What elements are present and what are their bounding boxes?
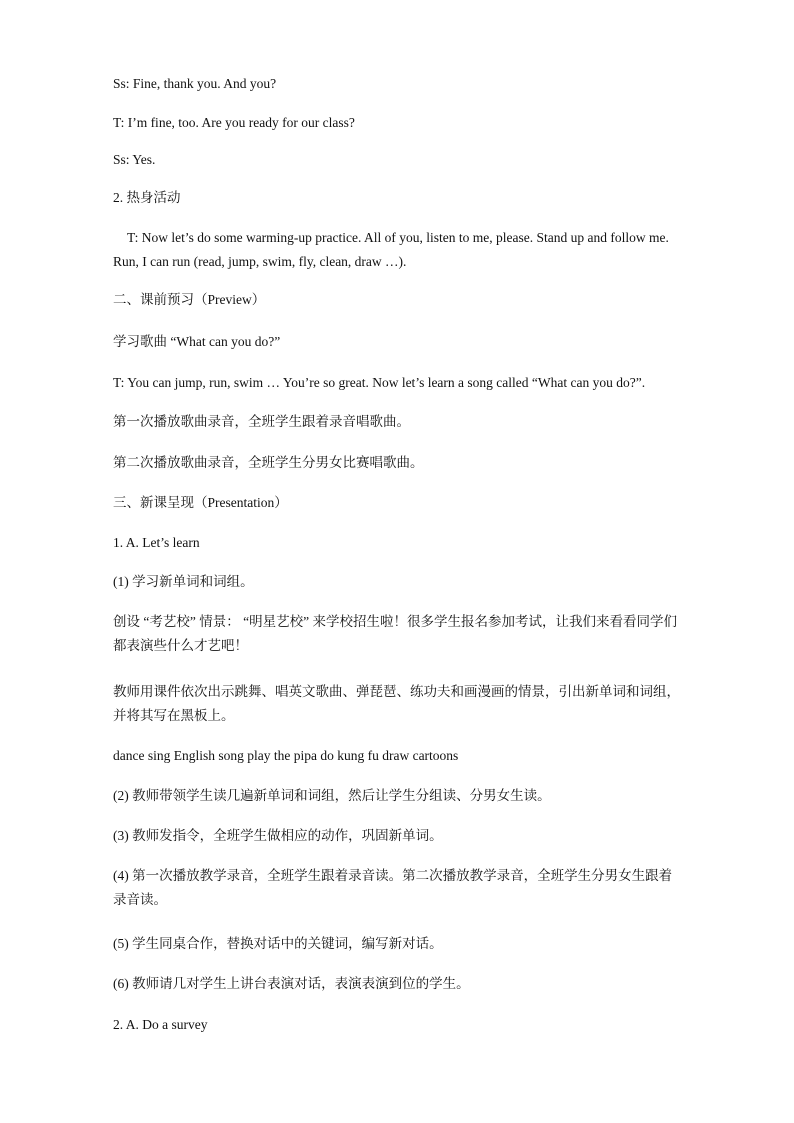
scenario-paragraph: 创设 “考艺校” 情景： “明星艺校” 来学校招生啦！很多学生报名参加考试，让我们来看看同学们都表演些什么才艺吧！ <box>113 614 677 653</box>
step-2-line: (2) 教师带领学生读几遍新单词和词组，然后让学生分组读、分男女生读。 <box>113 788 551 803</box>
second-song-play: 第二次播放歌曲录音，全班学生分男女比赛唱歌曲。 <box>113 455 424 470</box>
teacher-song-intro: T: You can jump, run, swim … You’re so great. Now let’s learn a song called “What can you do?”. <box>113 375 646 390</box>
step-6-line: (6) 教师请几对学生上讲台表演对话，表演表演到位的学生。 <box>113 976 470 991</box>
song-title-line: 学习歌曲 “What can you do?” <box>113 334 281 349</box>
step-4-paragraph: (4) 第一次播放教学录音，全班学生跟着录音读。第二次播放教学录音，全班学生分男女生跟着录音读。 <box>113 868 673 907</box>
section-preview-heading: 二、课前预习（Preview） <box>113 292 266 307</box>
step-5-line: (5) 学生同桌合作，替换对话中的关键词，编写新对话。 <box>113 936 443 951</box>
dialogue-line-ss-yes: Ss: Yes. <box>113 152 156 167</box>
courseware-paragraph: 教师用课件依次出示跳舞、唱英文歌曲、弹琵琶、练功夫和画漫画的情景，引出新单词和词组，并将其写在黑板上。 <box>113 684 680 723</box>
step-3-line: (3) 教师发指令，全班学生做相应的动作，巩固新单词。 <box>113 828 443 843</box>
lets-learn-heading: 1. A. Let’s learn <box>113 535 200 550</box>
dialogue-line-ss-fine: Ss: Fine, thank you. And you? <box>113 76 277 91</box>
vocabulary-line: dance sing English song play the pipa do kung fu draw cartoons <box>113 748 459 763</box>
first-song-play: 第一次播放歌曲录音，全班学生跟着录音唱歌曲。 <box>113 414 410 429</box>
section-warmup-heading: 2. 热身活动 <box>113 190 181 205</box>
warmup-paragraph: T: Now let’s do some warming-up practice. All of you, listen to me, please. Stand up and follow me. Run, I can run (read, jump, swim, fly, clean, draw …). <box>113 230 669 269</box>
step-1-line: (1) 学习新单词和词组。 <box>113 574 254 589</box>
section-presentation-heading: 三、新课呈现（Presentation） <box>113 495 288 510</box>
dialogue-line-t-fine: T: I’m fine, too. Are you ready for our class? <box>113 115 355 130</box>
do-a-survey-heading: 2. A. Do a survey <box>113 1017 208 1032</box>
